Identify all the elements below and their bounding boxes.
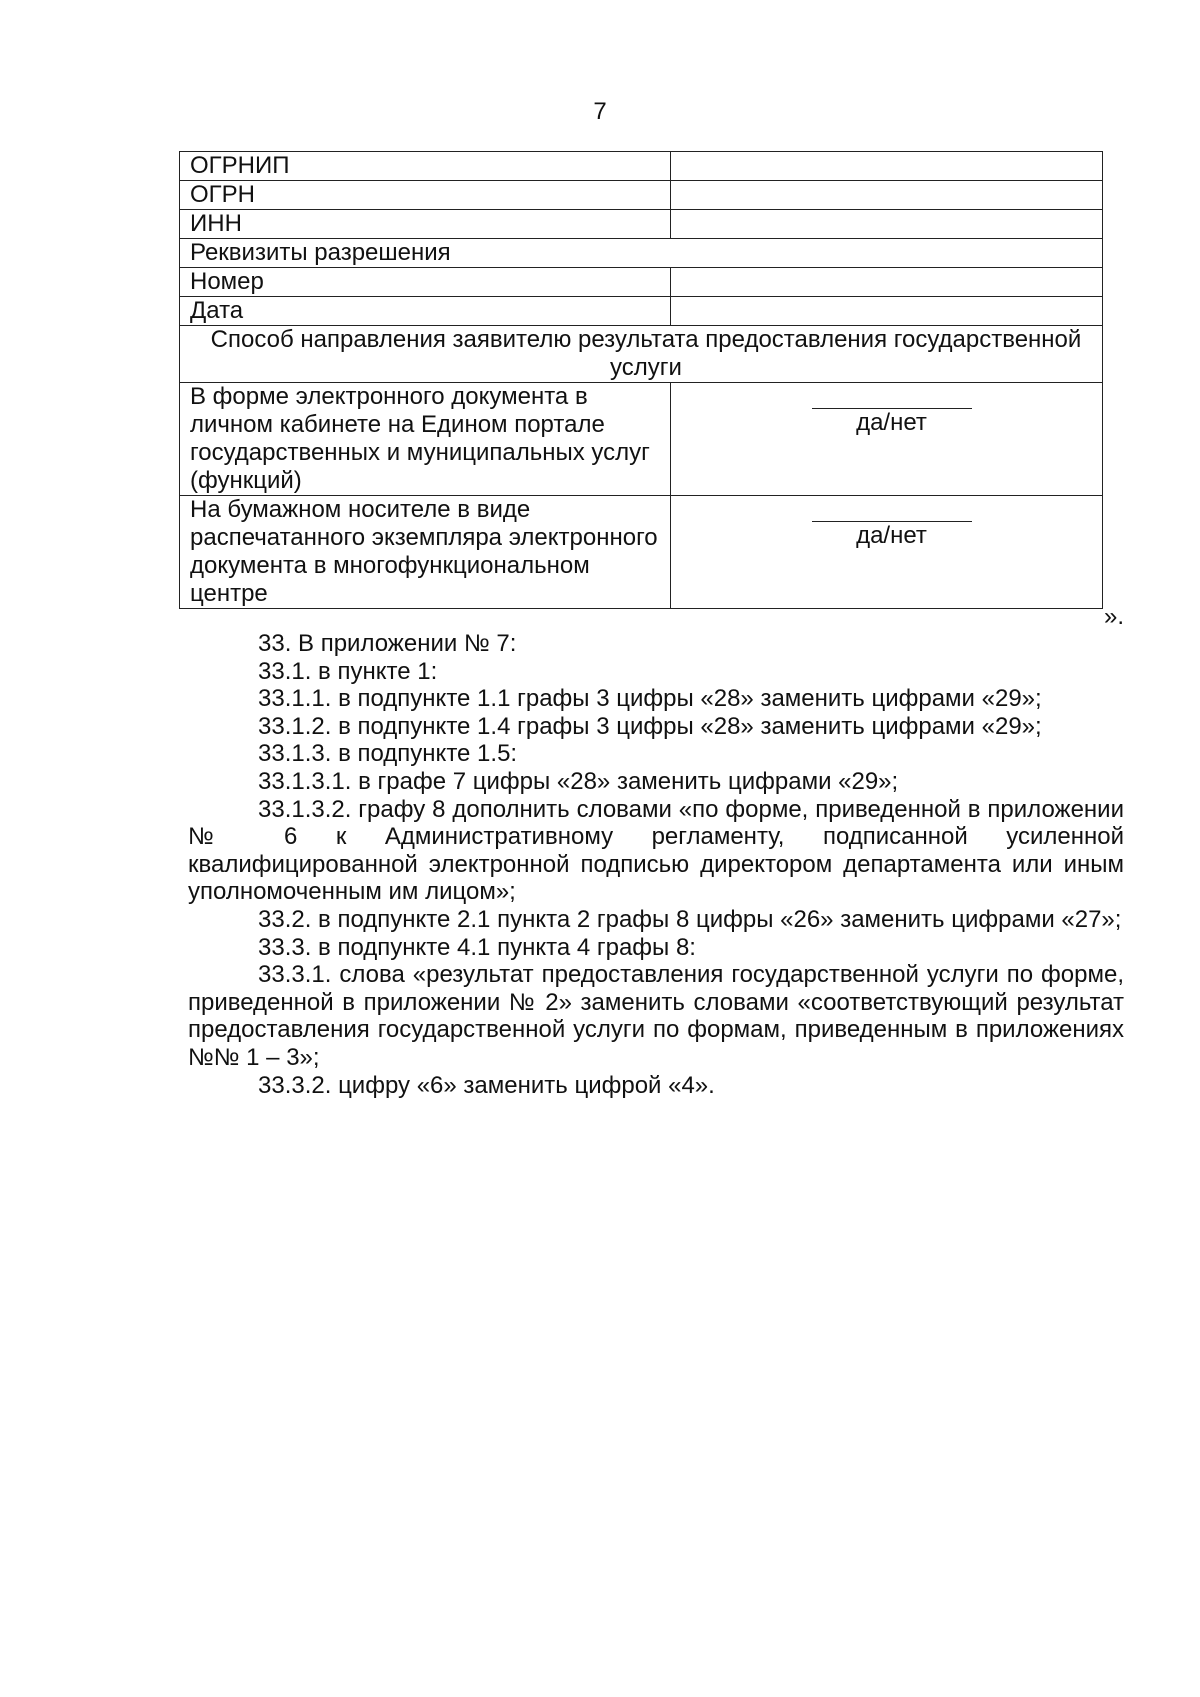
row-label-inn: ИНН [180,210,671,239]
row-label-date: Дата [180,297,671,326]
table-row [180,181,1103,210]
applicant-details-table [179,151,1103,609]
row-value-ogrn [671,181,1103,210]
page-number: 7 [593,98,607,125]
table-row [180,210,1103,239]
choice-text: да/нет [856,522,927,549]
paragraph: 33.3. в подпункте 4.1 пункта 4 графы 8: [258,933,696,961]
paragraph: 33.1. в пункте 1: [258,657,438,685]
table-row [180,239,1103,268]
row-label-ogrn: ОГРН [180,181,671,210]
row-value-inn [671,210,1103,239]
row-label-number: Номер [180,268,671,297]
row-label-ogrnip: ОГРНИП [180,152,671,181]
table-row [180,152,1103,181]
paragraph: 33.3.1. слова «результат предоставления государственной услуги по форме, приведенной в приложении № 2» заменить словами «соответствующий результат предоставления государственной услуги по формам, приведенным в приложениях №№ 1 – 3»; [188,961,1124,1071]
paragraph: 33.1.3.1. в графе 7 цифры «28» заменить цифрами «29»; [258,767,899,795]
table-row [180,268,1103,297]
closing-quote: ». [1104,603,1125,630]
method-option-choice [671,496,1103,609]
permit-header: Реквизиты разрешения [180,239,1103,268]
amendment-text [188,630,1124,1099]
method-option-label: В форме электронного документа в личном кабинете на Едином портале государственных и муниципальных услуг (функций) [180,383,671,496]
table-row [180,326,1103,383]
paragraph: 33.2. в подпункте 2.1 пункта 2 графы 8 цифры «26» заменить цифрами «27»; [258,905,1122,933]
method-option-label: На бумажном носителе в виде распечатанного экземпляра электронного документа в многофункциональном центре [180,496,671,609]
method-header: Способ направления заявителю результата предоставления государственной услуги [180,326,1103,383]
table-row [180,297,1103,326]
paragraph: 33.3.2. цифру «6» заменить цифрой «4». [258,1071,715,1099]
paragraph: 33.1.3.2. графу 8 дополнить словами «по форме, приведенной в приложении № 6 к Административному регламенту, подписанной усиленной квалифицированной электронной подписью директором департамента или иным уполномоченным им лицом»; [188,795,1124,906]
table-row [180,496,1103,609]
paragraph: 33.1.2. в подпункте 1.4 графы 3 цифры «28» заменить цифрами «29»; [258,712,1042,740]
choice-text: да/нет [856,409,927,436]
paragraph: 33.1.3. в подпункте 1.5: [258,740,518,768]
paragraph: 33.1.1. в подпункте 1.1 графы 3 цифры «28» заменить цифрами «29»; [258,685,1042,713]
row-value-ogrnip [671,152,1103,181]
table-row [180,383,1103,496]
paragraph: 33. В приложении № 7: [258,630,517,657]
row-value-date [671,297,1103,326]
row-value-number [671,268,1103,297]
method-option-choice [671,383,1103,496]
